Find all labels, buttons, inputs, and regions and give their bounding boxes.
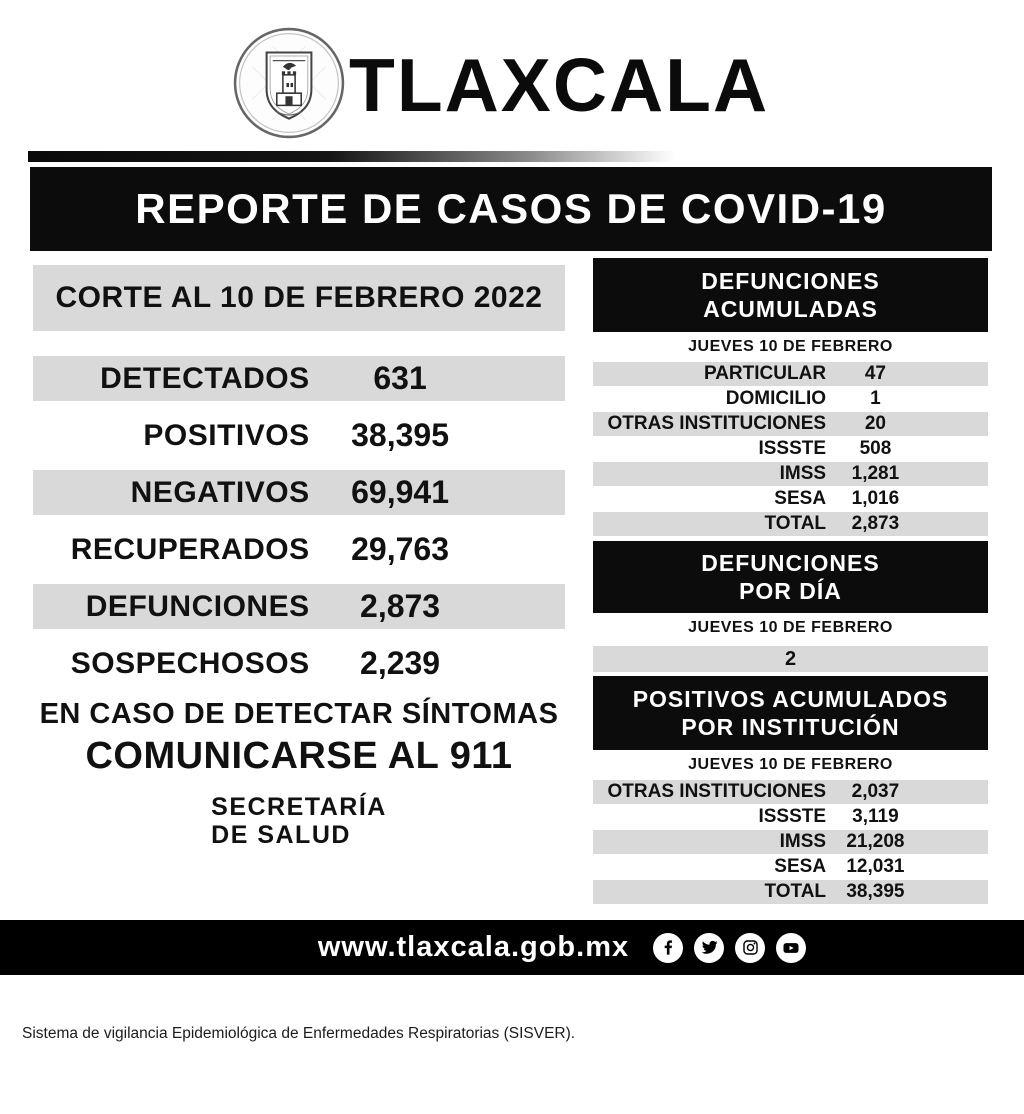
row-value: 12,031 <box>846 856 905 877</box>
tlaxcala-seal-logo <box>232 26 346 140</box>
row-value: 1 <box>870 388 881 409</box>
table-row <box>593 805 988 829</box>
instagram-icon[interactable] <box>735 933 765 963</box>
symptoms-notice-line1: EN CASO DE DETECTAR SÍNTOMAS <box>39 698 559 730</box>
cutoff-date-band <box>33 265 565 331</box>
stat-label: NEGATIVOS <box>130 475 310 509</box>
section-title-line2: POR DÍA <box>739 578 842 604</box>
agency-line2: DE SALUD <box>211 821 351 849</box>
positives-by-institution-header <box>593 676 988 750</box>
stat-row-recuperados <box>33 527 565 572</box>
table-row-total <box>593 880 988 904</box>
report-title-banner <box>30 167 992 251</box>
summary-stats-table <box>33 356 565 686</box>
row-label: IMSS <box>779 463 827 484</box>
report-title: REPORTE DE CASOS DE COVID-19 <box>135 185 887 232</box>
row-value: 2,873 <box>851 513 900 534</box>
website-link[interactable]: www.tlaxcala.gob.mx <box>317 931 630 963</box>
section-title-line2: POR INSTITUCIÓN <box>681 714 900 740</box>
section-title-line1: DEFUNCIONES <box>701 550 880 576</box>
row-value: 1,281 <box>851 463 900 484</box>
row-value: 47 <box>864 363 886 384</box>
section-title-line1: POSITIVOS ACUMULADOS <box>632 686 949 712</box>
stat-row-sospechosos <box>33 641 565 686</box>
sources-note <box>22 858 575 1114</box>
stat-value: 69,941 <box>351 474 449 510</box>
row-value: 3,119 <box>852 806 899 827</box>
row-label: DOMICILIO <box>725 388 827 409</box>
table-row <box>593 855 988 879</box>
row-label: ISSSTE <box>758 438 827 459</box>
row-value: 508 <box>859 438 892 459</box>
row-label: PARTICULAR <box>703 363 827 384</box>
row-value: 20 <box>864 413 886 434</box>
row-label: OTRAS INSTITUCIONES <box>607 413 827 434</box>
state-title: TLAXCALA <box>349 43 770 127</box>
row-label: ISSSTE <box>758 806 827 827</box>
stat-label: SOSPECHOSOS <box>70 646 310 680</box>
table-row <box>593 437 988 461</box>
deaths-accumulated-table <box>593 362 988 536</box>
footer-bar <box>0 920 1024 975</box>
table-row <box>593 412 988 436</box>
positives-by-institution-table <box>593 780 988 904</box>
facebook-icon[interactable] <box>653 933 683 963</box>
stat-row-defunciones <box>33 584 565 629</box>
section-date: JUEVES 10 DE FEBRERO <box>688 619 893 636</box>
deaths-per-day-header <box>593 541 988 613</box>
row-label: OTRAS INSTITUCIONES <box>607 781 827 802</box>
health-secretary-wordmark <box>33 793 565 849</box>
row-value: 2,037 <box>851 781 900 802</box>
detail-column <box>593 258 988 905</box>
row-label: TOTAL <box>764 513 827 534</box>
table-row <box>593 362 988 386</box>
social-links <box>653 933 806 963</box>
table-row <box>593 462 988 486</box>
row-value: 38,395 <box>846 881 905 902</box>
stat-value: 2,873 <box>360 588 441 624</box>
table-row-total <box>593 512 988 536</box>
stat-label: RECUPERADOS <box>70 532 310 566</box>
row-label: TOTAL <box>764 881 827 902</box>
stat-row-negativos <box>33 470 565 515</box>
section-title-line2: ACUMULADAS <box>703 296 878 322</box>
stat-value: 29,763 <box>351 531 449 567</box>
row-label: SESA <box>774 856 827 877</box>
table-row <box>593 780 988 804</box>
agency-line1: SECRETARÍA <box>211 793 387 821</box>
table-row <box>593 830 988 854</box>
stat-row-positivos <box>33 413 565 458</box>
cutoff-date-text: CORTE AL 10 DE FEBRERO 2022 <box>55 281 543 314</box>
footer-content <box>318 931 806 964</box>
row-value: 21,208 <box>846 831 905 852</box>
section-date: JUEVES 10 DE FEBRERO <box>688 338 893 355</box>
symptoms-notice-line2: COMUNICARSE AL 911 <box>85 735 513 777</box>
row-label: SESA <box>774 488 827 509</box>
table-row <box>593 387 988 411</box>
deaths-accumulated-header <box>593 258 988 332</box>
row-label: IMSS <box>779 831 827 852</box>
youtube-icon[interactable] <box>776 933 806 963</box>
gradient-divider <box>28 151 696 162</box>
stat-row-detectados <box>33 356 565 401</box>
stat-label: POSITIVOS <box>143 418 310 452</box>
seal-graphic <box>232 26 346 140</box>
stat-value: 631 <box>373 360 427 396</box>
row-value: 1,016 <box>851 488 900 509</box>
section-date: JUEVES 10 DE FEBRERO <box>688 756 893 773</box>
stat-value: 38,395 <box>351 417 449 453</box>
sources-line2: Sistema de vigilancia Epidemiológica de Enfermedades Respiratorias (SISVER). <box>22 1025 576 1042</box>
summary-column <box>33 265 565 849</box>
twitter-icon[interactable] <box>694 933 724 963</box>
stat-label: DETECTADOS <box>100 361 310 395</box>
deaths-per-day-value: 2 <box>593 646 988 672</box>
stat-label: DEFUNCIONES <box>85 589 310 623</box>
table-row <box>593 487 988 511</box>
stat-value: 2,239 <box>360 645 441 681</box>
section-title-line1: DEFUNCIONES <box>701 268 880 294</box>
